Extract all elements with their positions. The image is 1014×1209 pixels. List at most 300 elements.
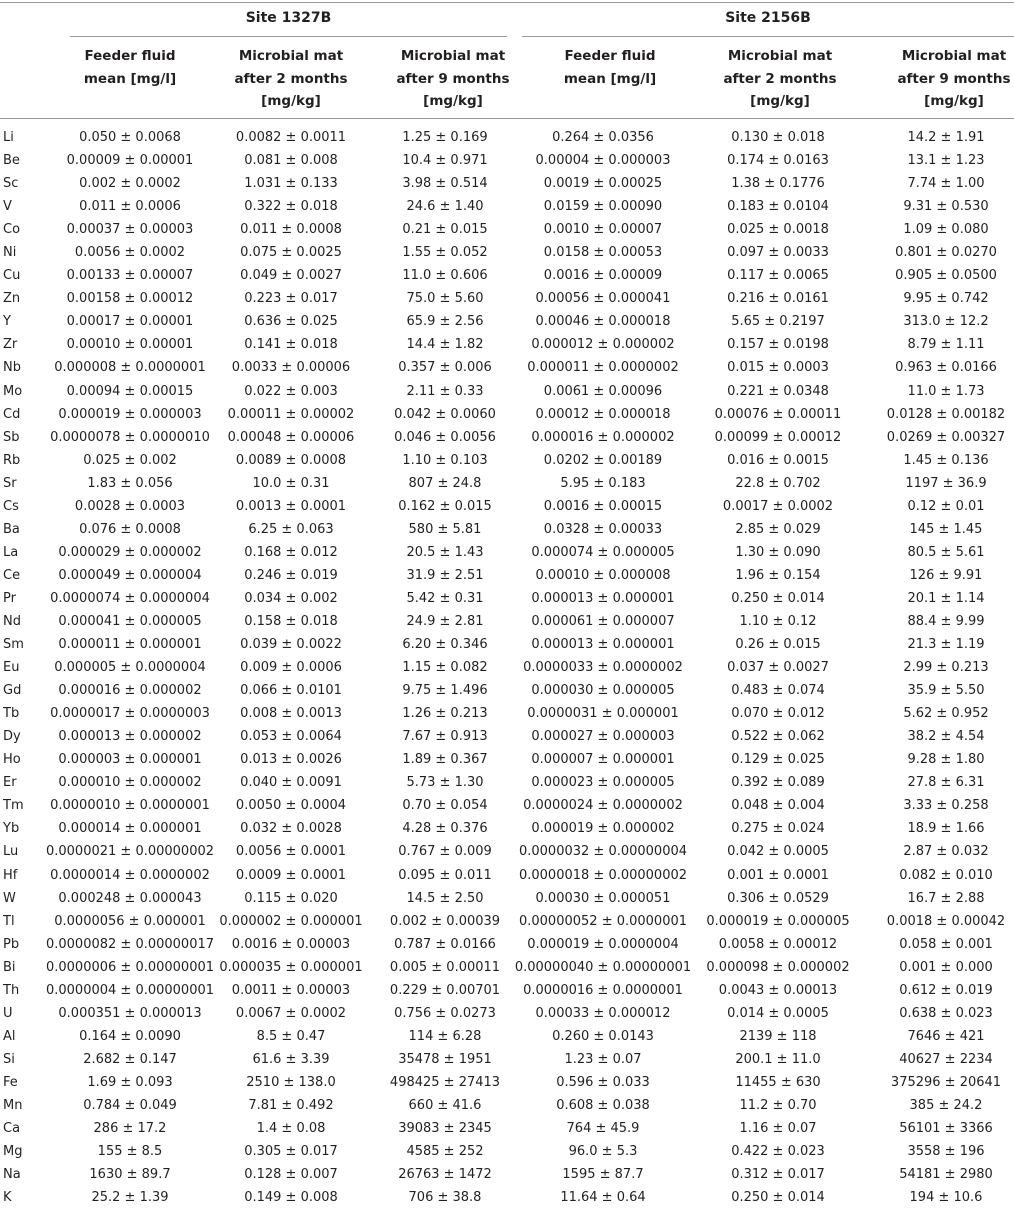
cell-value: 2.682 ± 0.147 <box>83 1051 177 1067</box>
cell-value: 0.0000014 ± 0.0000002 <box>50 867 210 883</box>
cell-value: 0.076 ± 0.0008 <box>79 521 181 537</box>
col-header-mat9-2: Microbial mat after 9 months [mg/kg] <box>897 48 1011 109</box>
cell-value: 0.164 ± 0.0090 <box>79 1028 181 1044</box>
element-symbol: Si <box>3 1051 15 1067</box>
table-row <box>0 1117 1014 1140</box>
cell-value: 31.9 ± 2.51 <box>406 567 484 583</box>
element-symbol: Fe <box>3 1074 18 1090</box>
cell-value: 0.00004 ± 0.000003 <box>535 153 671 169</box>
cell-value: 0.00000040 ± 0.00000001 <box>514 959 692 975</box>
cell-value: 0.037 ± 0.0027 <box>727 660 829 676</box>
cell-value: 88.4 ± 9.99 <box>907 613 985 629</box>
cell-value: 0.0000082 ± 0.00000017 <box>45 936 215 952</box>
table-row <box>0 310 1014 333</box>
element-symbol: Tl <box>3 913 15 929</box>
cell-value: 0.638 ± 0.023 <box>899 1005 993 1021</box>
element-symbol: Co <box>3 222 21 238</box>
cell-value: 0.801 ± 0.0270 <box>895 245 997 261</box>
cell-value: 10.4 ± 0.971 <box>402 153 488 169</box>
cell-value: 580 ± 5.81 <box>408 521 482 537</box>
table-row <box>0 771 1014 794</box>
cell-value: 286 ± 17.2 <box>93 1121 167 1137</box>
element-symbol: Cd <box>3 406 21 422</box>
cell-value: 0.011 ± 0.0006 <box>79 199 181 215</box>
element-symbol: Sm <box>3 637 24 653</box>
cell-value: 0.095 ± 0.011 <box>398 867 492 883</box>
cell-value: 1.69 ± 0.093 <box>87 1074 173 1090</box>
cell-value: 0.075 ± 0.0025 <box>240 245 342 261</box>
cell-value: 0.0019 ± 0.00025 <box>543 176 663 192</box>
element-symbol: Eu <box>3 660 20 676</box>
cell-value: 145 ± 1.45 <box>909 521 983 537</box>
cell-value: 0.130 ± 0.018 <box>731 130 825 145</box>
cell-value: 54181 ± 2980 <box>899 1167 993 1183</box>
table-row <box>0 587 1014 610</box>
cell-value: 0.014 ± 0.0005 <box>727 1005 829 1021</box>
cell-value: 24.6 ± 1.40 <box>406 199 484 215</box>
cell-value: 0.000019 ± 0.0000004 <box>527 936 679 952</box>
table-row <box>0 1071 1014 1094</box>
cell-value: 0.162 ± 0.015 <box>398 498 492 514</box>
cell-value: 114 ± 6.28 <box>408 1028 482 1044</box>
cell-value: 0.149 ± 0.008 <box>244 1190 338 1206</box>
cell-value: 0.0000017 ± 0.0000003 <box>50 706 210 722</box>
cell-value: 65.9 ± 2.56 <box>406 314 484 330</box>
table-row <box>0 794 1014 817</box>
cell-value: 0.042 ± 0.0005 <box>727 844 829 860</box>
cell-value: 0.0159 ± 0.00090 <box>543 199 663 215</box>
element-symbol: Ba <box>3 521 20 537</box>
cell-value: 0.0000074 ± 0.0000004 <box>50 590 210 606</box>
cell-value: 0.000027 ± 0.000003 <box>531 729 675 745</box>
element-symbol: Rb <box>3 452 21 468</box>
cell-value: 0.0202 ± 0.00189 <box>543 452 663 468</box>
cell-value: 0.00000052 ± 0.0000001 <box>518 913 688 929</box>
cell-value: 0.312 ± 0.017 <box>731 1167 825 1183</box>
cell-value: 1197 ± 36.9 <box>905 475 987 491</box>
cell-value: 0.26 ± 0.015 <box>735 637 821 653</box>
cell-value: 38.2 ± 4.54 <box>907 729 985 745</box>
cell-value: 0.0018 ± 0.00042 <box>886 913 1006 929</box>
element-symbol: Yb <box>3 821 20 837</box>
cell-value: 2139 ± 118 <box>739 1028 817 1044</box>
cell-value: 0.0056 ± 0.0001 <box>235 844 347 860</box>
element-symbol: Cu <box>3 268 21 284</box>
cell-value: 0.0016 ± 0.00015 <box>543 498 663 514</box>
cell-value: 0.260 ± 0.0143 <box>552 1028 654 1044</box>
cell-value: 0.0010 ± 0.00007 <box>543 222 663 238</box>
cell-value: 35478 ± 1951 <box>398 1051 492 1067</box>
element-symbol: Be <box>3 153 20 169</box>
cell-value: 0.12 ± 0.01 <box>907 498 985 514</box>
cell-value: 8.79 ± 1.11 <box>907 337 985 353</box>
table-row <box>0 887 1014 910</box>
cell-value: 7.74 ± 1.00 <box>907 176 985 192</box>
element-symbol: Lu <box>3 844 19 860</box>
cell-value: 21.3 ± 1.19 <box>907 637 985 653</box>
cell-value: 0.0000018 ± 0.00000002 <box>518 867 688 883</box>
cell-value: 1.30 ± 0.090 <box>735 544 821 560</box>
cell-value: 0.000005 ± 0.0000004 <box>54 660 206 676</box>
cell-value: 0.756 ± 0.0273 <box>394 1005 496 1021</box>
cell-value: 3.33 ± 0.258 <box>903 798 989 814</box>
cell-value: 0.000013 ± 0.000001 <box>531 637 675 653</box>
cell-value: 0.000019 ± 0.000005 <box>706 913 850 929</box>
table-row <box>0 264 1014 287</box>
cell-value: 16.7 ± 2.88 <box>907 890 985 906</box>
col-header-mat2-2: Microbial mat after 2 months [mg/kg] <box>723 48 837 109</box>
cell-value: 0.0016 ± 0.00009 <box>543 268 663 284</box>
cell-value: 0.0058 ± 0.00012 <box>718 936 838 952</box>
cell-value: 0.000016 ± 0.000002 <box>58 683 202 699</box>
cell-value: 0.129 ± 0.025 <box>731 752 825 768</box>
cell-value: 0.000061 ± 0.000007 <box>531 613 675 629</box>
cell-value: 0.00010 ± 0.00001 <box>66 337 194 353</box>
cell-value: 0.275 ± 0.024 <box>731 821 825 837</box>
cell-value: 0.00133 ± 0.00007 <box>66 268 194 284</box>
cell-value: 2.87 ± 0.032 <box>903 844 989 860</box>
cell-value: 0.422 ± 0.023 <box>731 1144 825 1160</box>
cell-value: 0.357 ± 0.006 <box>398 360 492 376</box>
cell-value: 0.128 ± 0.007 <box>244 1167 338 1183</box>
cell-value: 126 ± 9.91 <box>909 567 983 583</box>
table-row <box>0 840 1014 863</box>
element-symbol: Sb <box>3 429 20 445</box>
table-row <box>0 633 1014 656</box>
element-symbol: Ca <box>3 1121 21 1137</box>
table-row <box>0 610 1014 633</box>
cell-value: 9.31 ± 0.530 <box>903 199 989 215</box>
table-row <box>0 1094 1014 1117</box>
cell-value: 0.013 ± 0.0026 <box>240 752 342 768</box>
table-row <box>0 380 1014 403</box>
cell-value: 7646 ± 421 <box>907 1028 985 1044</box>
cell-value: 0.174 ± 0.0163 <box>727 153 829 169</box>
cell-value: 0.0000010 ± 0.0000001 <box>50 798 210 814</box>
element-symbol: Nd <box>3 613 21 629</box>
cell-value: 1.15 ± 0.082 <box>402 660 488 676</box>
cell-value: 0.905 ± 0.0500 <box>895 268 997 284</box>
element-symbol: Sr <box>3 475 17 491</box>
cell-value: 0.0000004 ± 0.00000001 <box>45 982 215 998</box>
element-symbol: Tb <box>3 706 20 722</box>
element-symbol: Mn <box>3 1097 23 1113</box>
cell-value: 1.10 ± 0.103 <box>402 452 488 468</box>
cell-value: 0.784 ± 0.049 <box>83 1097 177 1113</box>
cell-value: 0.000007 ± 0.000001 <box>531 752 675 768</box>
cell-value: 7.81 ± 0.492 <box>248 1097 334 1113</box>
cell-value: 0.00048 ± 0.00006 <box>227 429 355 445</box>
site-header-2: Site 2156B <box>725 10 811 26</box>
cell-value: 0.022 ± 0.003 <box>244 383 338 399</box>
cell-value: 0.070 ± 0.012 <box>731 706 825 722</box>
cell-value: 2.11 ± 0.33 <box>406 383 484 399</box>
table-row <box>0 1186 1014 1209</box>
element-symbol: Sc <box>3 176 19 192</box>
cell-value: 0.032 ± 0.0028 <box>240 821 342 837</box>
cell-value: 0.0328 ± 0.00033 <box>543 521 663 537</box>
col-header-feeder-1: Feeder fluid mean [mg/l] <box>83 48 177 87</box>
cell-value: 1.26 ± 0.213 <box>402 706 488 722</box>
element-symbol: La <box>3 544 19 560</box>
cell-value: 0.157 ± 0.0198 <box>727 337 829 353</box>
table-row <box>0 403 1014 426</box>
cell-value: 0.00056 ± 0.000041 <box>535 291 671 307</box>
cell-value: 0.306 ± 0.0529 <box>727 890 829 906</box>
cell-value: 0.141 ± 0.018 <box>244 337 338 353</box>
cell-value: 7.67 ± 0.913 <box>402 729 488 745</box>
cell-value: 4585 ± 252 <box>406 1144 484 1160</box>
table-row <box>0 518 1014 541</box>
cell-value: 0.00010 ± 0.000008 <box>535 567 671 583</box>
cell-value: 5.65 ± 0.2197 <box>731 314 825 330</box>
table-row <box>0 702 1014 725</box>
cell-value: 96.0 ± 5.3 <box>568 1144 638 1160</box>
cell-value: 0.00033 ± 0.000012 <box>535 1005 671 1021</box>
element-symbol: Zr <box>3 337 18 353</box>
cell-value: 0.011 ± 0.0008 <box>240 222 342 238</box>
table-row <box>0 1025 1014 1048</box>
cell-value: 0.0061 ± 0.00096 <box>543 383 663 399</box>
table-row <box>0 910 1014 933</box>
cell-value: 0.0067 ± 0.0002 <box>235 1005 347 1021</box>
cell-value: 61.6 ± 3.39 <box>252 1051 330 1067</box>
cell-value: 0.117 ± 0.0065 <box>727 268 829 284</box>
table-row <box>0 472 1014 495</box>
cell-value: 0.00011 ± 0.00002 <box>227 406 355 422</box>
cell-value: 0.039 ± 0.0022 <box>240 637 342 653</box>
cell-value: 200.1 ± 11.0 <box>735 1051 821 1067</box>
cell-value: 56101 ± 3366 <box>899 1121 993 1137</box>
cell-value: 0.00017 ± 0.00001 <box>66 314 194 330</box>
element-symbol: Ho <box>3 752 21 768</box>
cell-value: 0.058 ± 0.001 <box>899 936 993 952</box>
cell-value: 0.00094 ± 0.00015 <box>66 383 194 399</box>
cell-value: 0.082 ± 0.010 <box>899 867 993 883</box>
cell-value: 0.0050 ± 0.0004 <box>235 798 347 814</box>
element-symbol: V <box>3 199 12 215</box>
cell-value: 0.221 ± 0.0348 <box>727 383 829 399</box>
cell-value: 0.0089 ± 0.0008 <box>235 452 347 468</box>
cell-value: 0.000023 ± 0.000005 <box>531 775 675 791</box>
cell-value: 0.000248 ± 0.000043 <box>58 890 202 906</box>
cell-value: 11.64 ± 0.64 <box>560 1190 646 1206</box>
rule-header-bottom <box>0 118 1014 119</box>
cell-value: 0.0000033 ± 0.0000002 <box>523 660 683 676</box>
cell-value: 25.2 ± 1.39 <box>91 1190 169 1206</box>
table-row <box>0 1002 1014 1025</box>
table-row <box>0 1048 1014 1071</box>
cell-value: 0.21 ± 0.015 <box>402 222 488 238</box>
cell-value: 11.2 ± 0.70 <box>739 1097 817 1113</box>
cell-value: 807 ± 24.8 <box>408 475 482 491</box>
cell-value: 0.0000021 ± 0.00000002 <box>45 844 215 860</box>
cell-value: 26763 ± 1472 <box>398 1167 492 1183</box>
element-symbol: K <box>3 1190 12 1206</box>
cell-value: 2.85 ± 0.029 <box>735 521 821 537</box>
cell-value: 0.049 ± 0.0027 <box>240 268 342 284</box>
cell-value: 0.0000024 ± 0.0000002 <box>523 798 683 814</box>
cell-value: 22.8 ± 0.702 <box>735 475 821 491</box>
cell-value: 0.264 ± 0.0356 <box>552 130 654 145</box>
cell-value: 0.70 ± 0.054 <box>402 798 488 814</box>
element-symbol: Pb <box>3 936 20 952</box>
element-symbol: Li <box>3 130 14 145</box>
cell-value: 11.0 ± 0.606 <box>402 268 488 284</box>
table-row <box>0 933 1014 956</box>
cell-value: 0.000035 ± 0.000001 <box>219 959 363 975</box>
cell-value: 20.5 ± 1.43 <box>406 544 484 560</box>
cell-value: 0.046 ± 0.0056 <box>394 429 496 445</box>
cell-value: 0.001 ± 0.0001 <box>727 867 829 883</box>
table-row <box>0 1140 1014 1163</box>
cell-value: 0.002 ± 0.0002 <box>79 176 181 192</box>
element-symbol: Nb <box>3 360 21 376</box>
cell-value: 498425 ± 27413 <box>389 1074 501 1090</box>
cell-value: 1.10 ± 0.12 <box>739 613 817 629</box>
cell-value: 5.95 ± 0.183 <box>560 475 646 491</box>
cell-value: 0.000030 ± 0.000005 <box>531 683 675 699</box>
cell-value: 0.000351 ± 0.000013 <box>58 1005 202 1021</box>
cell-value: 14.2 ± 1.91 <box>907 130 985 145</box>
cell-value: 0.008 ± 0.0013 <box>240 706 342 722</box>
cell-value: 0.016 ± 0.0015 <box>727 452 829 468</box>
table-row <box>0 495 1014 518</box>
cell-value: 0.0009 ± 0.0001 <box>235 867 347 883</box>
table-row <box>0 956 1014 979</box>
table-row <box>0 817 1014 840</box>
col-header-feeder-2: Feeder fluid mean [mg/l] <box>563 48 657 87</box>
cell-value: 1.25 ± 0.169 <box>402 130 488 145</box>
cell-value: 0.158 ± 0.018 <box>244 613 338 629</box>
cell-value: 0.0000032 ± 0.00000004 <box>518 844 688 860</box>
element-symbol: Dy <box>3 729 21 745</box>
site-header-1: Site 1327B <box>245 10 332 26</box>
cell-value: 0.000019 ± 0.000003 <box>58 406 202 422</box>
cell-value: 24.9 ± 2.81 <box>406 613 484 629</box>
rule-site-1 <box>70 36 507 37</box>
cell-value: 0.00030 ± 0.000051 <box>535 890 671 906</box>
table-row <box>0 1163 1014 1186</box>
cell-value: 8.5 ± 0.47 <box>256 1028 326 1044</box>
cell-value: 0.250 ± 0.014 <box>731 590 825 606</box>
cell-value: 0.002 ± 0.00039 <box>389 913 501 929</box>
cell-value: 0.000029 ± 0.000002 <box>58 544 202 560</box>
cell-value: 14.4 ± 1.82 <box>406 337 484 353</box>
cell-value: 0.483 ± 0.074 <box>731 683 825 699</box>
cell-value: 10.0 ± 0.31 <box>252 475 330 491</box>
cell-value: 0.001 ± 0.000 <box>899 959 993 975</box>
cell-value: 0.053 ± 0.0064 <box>240 729 342 745</box>
cell-value: 5.42 ± 0.31 <box>406 590 484 606</box>
cell-value: 0.000016 ± 0.000002 <box>531 429 675 445</box>
table-row <box>0 979 1014 1002</box>
cell-value: 0.0128 ± 0.00182 <box>886 406 1006 422</box>
rule-site-2 <box>522 36 1014 37</box>
col-header-mat9-1: Microbial mat after 9 months [mg/kg] <box>396 48 510 109</box>
table-row <box>0 126 1014 149</box>
cell-value: 0.000011 ± 0.000001 <box>58 637 202 653</box>
table-row <box>0 748 1014 771</box>
element-symbol: Bi <box>3 959 16 975</box>
cell-value: 0.000008 ± 0.0000001 <box>54 360 206 376</box>
element-symbol: Cs <box>3 498 19 514</box>
cell-value: 1.96 ± 0.154 <box>735 567 821 583</box>
cell-value: 39083 ± 2345 <box>398 1121 492 1137</box>
cell-value: 0.050 ± 0.0068 <box>79 130 181 145</box>
cell-value: 0.612 ± 0.019 <box>899 982 993 998</box>
cell-value: 0.097 ± 0.0033 <box>727 245 829 261</box>
cell-value: 75.0 ± 5.60 <box>406 291 484 307</box>
cell-value: 6.20 ± 0.346 <box>402 637 488 653</box>
cell-value: 11.0 ± 1.73 <box>907 383 985 399</box>
cell-value: 0.392 ± 0.089 <box>731 775 825 791</box>
table-row <box>0 149 1014 172</box>
cell-value: 2510 ± 138.0 <box>246 1074 336 1090</box>
cell-value: 9.28 ± 1.80 <box>907 752 985 768</box>
cell-value: 0.305 ± 0.017 <box>244 1144 338 1160</box>
element-symbol: Hf <box>3 867 18 883</box>
element-symbol: Er <box>3 775 17 791</box>
cell-value: 1.4 ± 0.08 <box>256 1121 326 1137</box>
table-row <box>0 195 1014 218</box>
element-symbol: Al <box>3 1028 16 1044</box>
element-symbol: U <box>3 1005 13 1021</box>
cell-value: 1.45 ± 0.136 <box>903 452 989 468</box>
cell-value: 0.000041 ± 0.000005 <box>58 613 202 629</box>
cell-value: 0.787 ± 0.0166 <box>394 936 496 952</box>
cell-value: 6.25 ± 0.063 <box>248 521 334 537</box>
cell-value: 4.28 ± 0.376 <box>402 821 488 837</box>
cell-value: 194 ± 10.6 <box>909 1190 983 1206</box>
table-row <box>0 656 1014 679</box>
table-row <box>0 725 1014 748</box>
cell-value: 0.00076 ± 0.00011 <box>714 406 842 422</box>
element-symbol: Y <box>3 314 11 330</box>
cell-value: 27.8 ± 6.31 <box>907 775 985 791</box>
element-symbol: Pr <box>3 590 16 606</box>
cell-value: 660 ± 41.6 <box>408 1097 482 1113</box>
cell-value: 0.000012 ± 0.000002 <box>531 337 675 353</box>
element-symbol: Tm <box>3 798 24 814</box>
cell-value: 3.98 ± 0.514 <box>402 176 488 192</box>
cell-value: 80.5 ± 5.61 <box>907 544 985 560</box>
element-symbol: Ce <box>3 567 21 583</box>
cell-value: 11455 ± 630 <box>735 1074 821 1090</box>
element-symbol: Zn <box>3 291 21 307</box>
cell-value: 0.0000078 ± 0.0000010 <box>50 429 210 445</box>
cell-value: 0.00012 ± 0.000018 <box>535 406 671 422</box>
cell-value: 0.596 ± 0.033 <box>556 1074 650 1090</box>
cell-value: 40627 ± 2234 <box>899 1051 993 1067</box>
cell-value: 375296 ± 20641 <box>890 1074 1002 1090</box>
cell-value: 0.000011 ± 0.0000002 <box>527 360 679 376</box>
cell-value: 0.636 ± 0.025 <box>244 314 338 330</box>
cell-value: 0.00037 ± 0.00003 <box>66 222 194 238</box>
cell-value: 0.000013 ± 0.000001 <box>531 590 675 606</box>
cell-value: 0.0056 ± 0.0002 <box>74 245 186 261</box>
cell-value: 1.031 ± 0.133 <box>244 176 338 192</box>
cell-value: 0.216 ± 0.0161 <box>727 291 829 307</box>
data-table-body <box>0 126 1014 1209</box>
cell-value: 0.115 ± 0.020 <box>244 890 338 906</box>
cell-value: 0.00099 ± 0.00012 <box>714 429 842 445</box>
cell-value: 0.000010 ± 0.000002 <box>58 775 202 791</box>
cell-value: 0.015 ± 0.0003 <box>727 360 829 376</box>
cell-value: 0.767 ± 0.009 <box>398 844 492 860</box>
table-row <box>0 241 1014 264</box>
cell-value: 0.223 ± 0.017 <box>244 291 338 307</box>
